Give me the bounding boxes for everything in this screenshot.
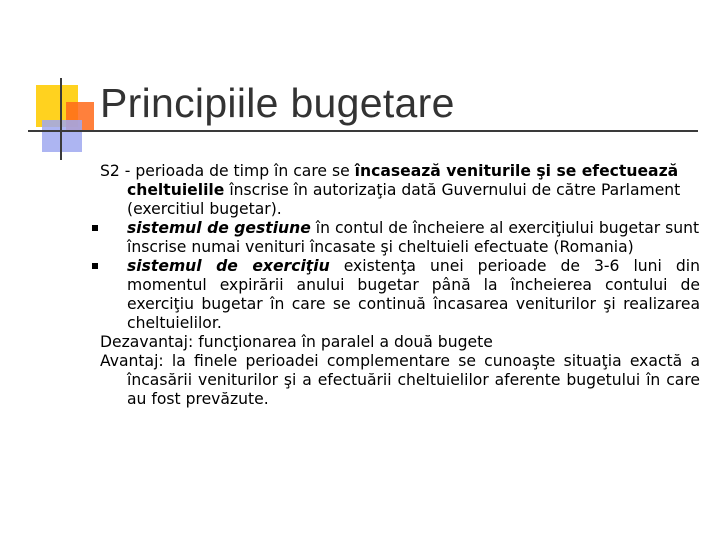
square-bullet-icon: [92, 263, 98, 269]
bullet-gestiune-desc: în contul de încheiere al exerciţiului bugetar sunt înscrise numai venituri încasate şi cheltuieli efectuate (Romania): [127, 219, 700, 256]
decor-square-blue: [42, 120, 82, 152]
paragraph-dezavantaj: Dezavantaj: funcţionarea în paralel a două bugete: [100, 333, 493, 351]
bullet-exercitiu-text: [100, 257, 700, 333]
paragraph-s2-prefix: S2 - perioada de timp în care se: [100, 162, 355, 180]
square-bullet-icon: [92, 225, 98, 231]
bullet-exercitiu-desc: existenţa unei perioade de 3-6 luni din momentul expirării anului bugetar până la încheierea contului de exerciţiu bugetar în care se continuă încasarea veniturilor şi realizarea cheltuielilor.: [127, 257, 700, 332]
paragraph-s2: [100, 162, 700, 219]
paragraph-avantaj: Avantaj: la finele perioadei complementare se cunoaşte situaţia exactă a încasării veniturilor şi a efectuării cheltuielilor aferente bugetului în care au fost prevăzute.: [100, 352, 700, 408]
slide-title: Principiile bugetare: [100, 80, 455, 126]
decor-horizontal-line: [28, 130, 698, 132]
bullet-gestiune-term: sistemul de gestiune: [127, 219, 311, 237]
paragraph-s2-suffix: înscrise în autorizaţia dată Guvernului de către Parlament (exercitiul bugetar).: [127, 181, 681, 218]
decor-vertical-line: [60, 78, 62, 160]
slide-body: [100, 162, 700, 409]
bullet-item-gestiune: [100, 219, 700, 257]
bullet-gestiune-text: [100, 219, 700, 257]
bullet-exercitiu-term: sistemul de exerciţiu: [127, 257, 330, 275]
bullet-item-exercitiu: [100, 257, 700, 333]
paragraph-s2-bold: încasează veniturile şi se efectuează cheltuielile: [127, 162, 679, 199]
